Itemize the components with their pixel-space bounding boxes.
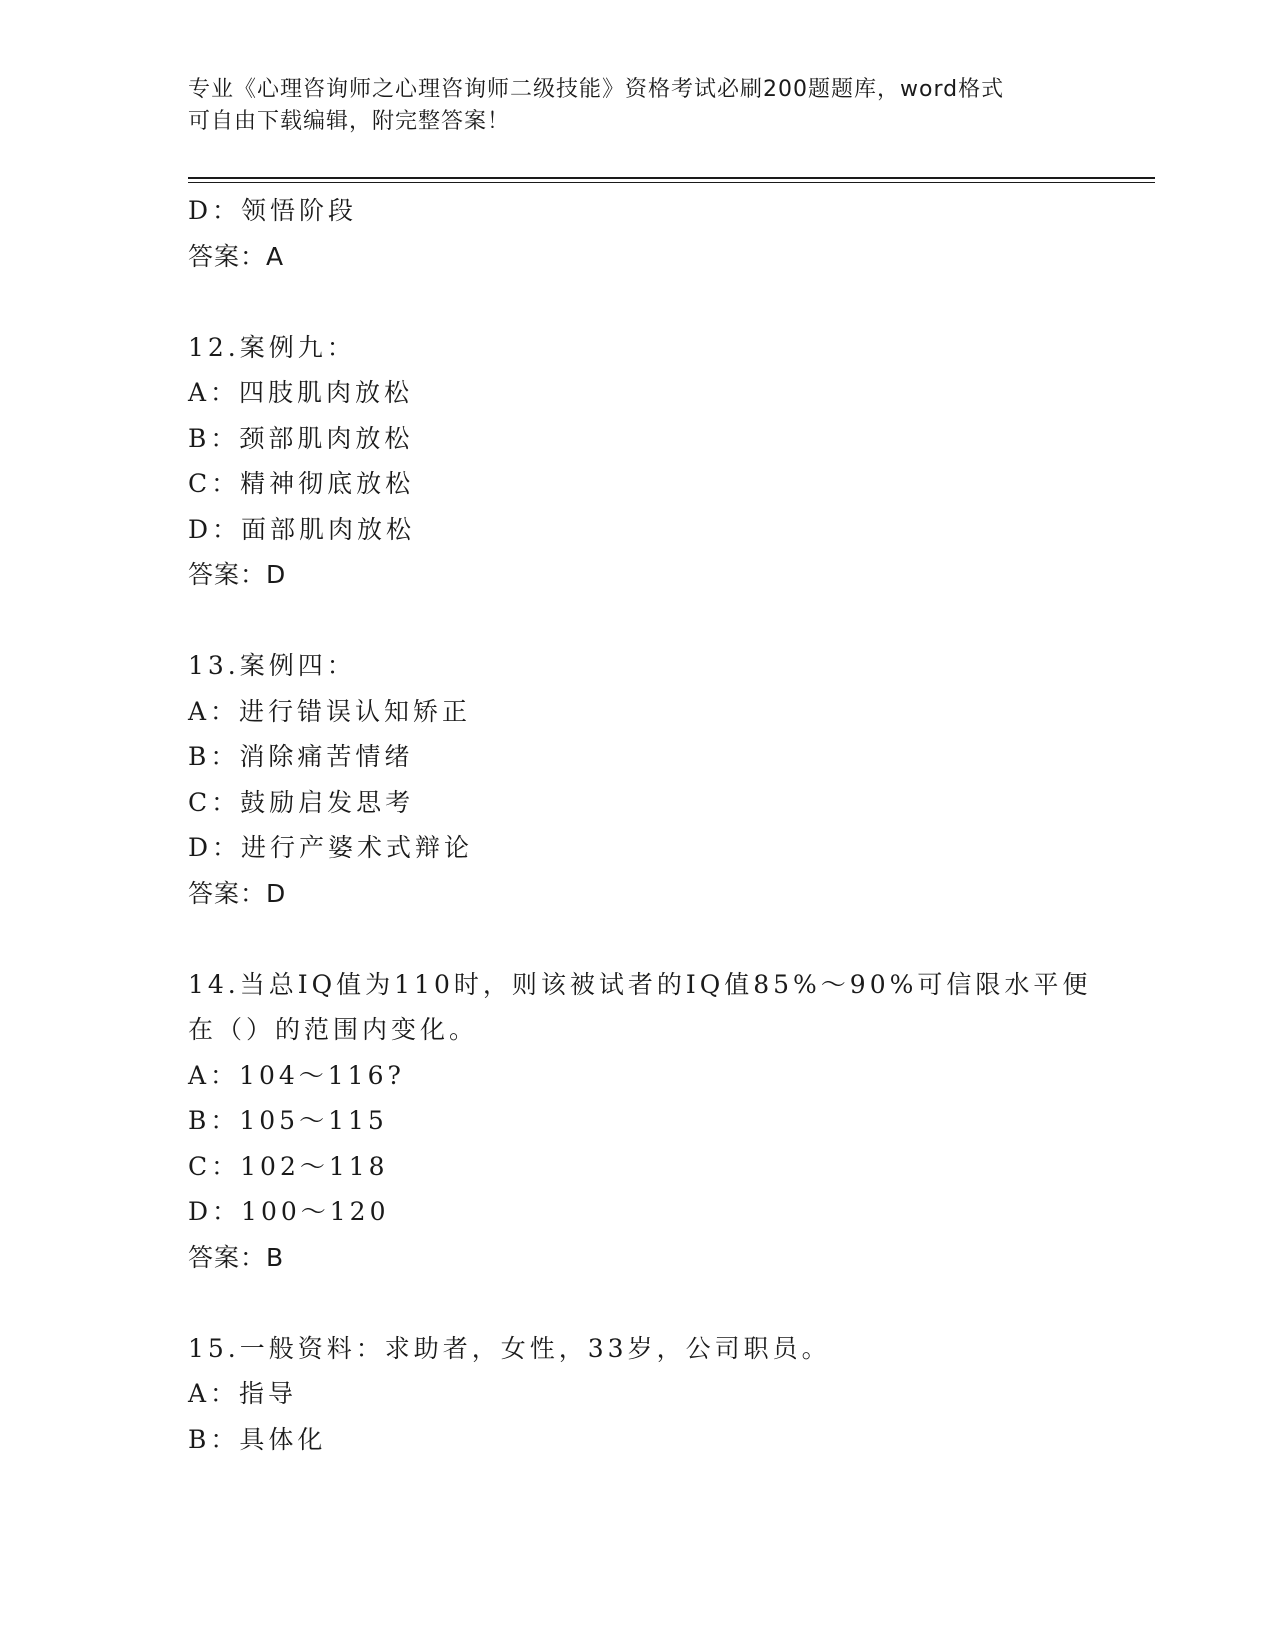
option-c: C：102～118	[188, 1151, 389, 1181]
answer-line: 答案：B	[188, 1242, 285, 1272]
question-block-11	[188, 188, 1108, 279]
option-d: D：进行产婆术式辩论	[188, 833, 474, 862]
option-c: C：鼓励启发思考	[188, 787, 415, 817]
question-block-15	[188, 1326, 1108, 1463]
spacer	[188, 279, 1108, 325]
option-a: A：进行错误认知矫正	[188, 696, 472, 726]
option-b: B：消除痛苦情绪	[188, 742, 414, 771]
option-d: D：领悟阶段	[188, 196, 358, 225]
spacer	[188, 598, 1108, 644]
option-b: B：具体化	[188, 1424, 327, 1454]
option-c: C：精神彻底放松	[188, 469, 415, 498]
header-title-line-1: 专业《心理咨询师之心理咨询师二级技能》资格考试必刷200题题库，word格式	[188, 77, 1005, 102]
question-text: 12.案例九：	[188, 332, 356, 362]
spacer	[188, 1280, 1108, 1326]
header-divider-thick	[188, 177, 1155, 179]
question-text-line-1: 14.当总IQ值为110时，则该被试者的IQ值85%～90%可信限水平便	[188, 969, 1092, 999]
question-text-line-2: 在（）的范围内变化。	[188, 1015, 479, 1044]
question-block-12	[188, 325, 1108, 598]
question-block-13	[188, 643, 1108, 916]
option-a: A：104～116?	[188, 1060, 405, 1090]
option-b: B：105～115	[188, 1106, 388, 1135]
question-text: 15.一般资料：求助者，女性，33岁，公司职员。	[188, 1333, 831, 1363]
option-b: B：颈部肌肉放松	[188, 423, 414, 453]
answer-line: 答案：A	[188, 241, 285, 271]
page-header	[188, 74, 1088, 138]
question-text: 13.案例四：	[188, 651, 356, 680]
answer-line: 答案：D	[188, 560, 287, 589]
option-d: D：100～120	[188, 1197, 390, 1226]
option-a: A：指导	[188, 1379, 298, 1408]
option-d: D：面部肌肉放松	[188, 514, 416, 544]
question-list	[188, 188, 1108, 1462]
header-divider-thin	[188, 182, 1155, 183]
option-a: A：四肢肌肉放松	[188, 378, 414, 407]
spacer	[188, 916, 1108, 962]
question-block-14	[188, 962, 1108, 1281]
header-title-line-2: 可自由下载编辑，附完整答案！	[188, 109, 511, 134]
answer-line: 答案：D	[188, 878, 287, 908]
